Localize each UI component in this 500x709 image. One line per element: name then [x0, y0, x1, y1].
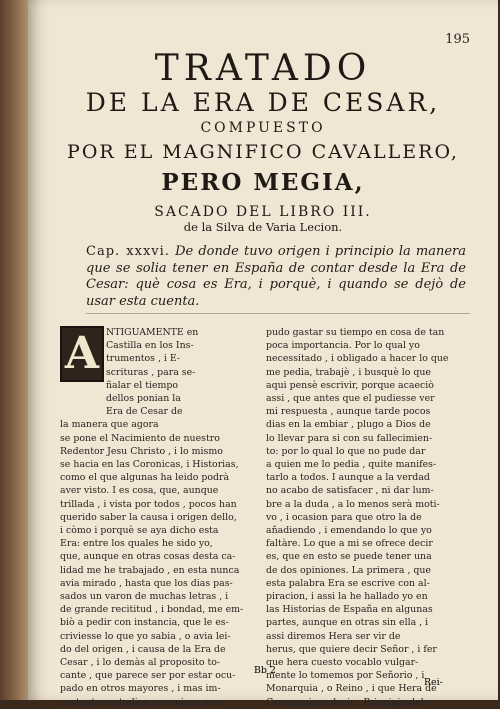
title-line-3: COMPUESTO — [200, 120, 326, 136]
text-line: me pedia, trabajè , i busquè lo que — [266, 366, 431, 378]
text-line: que hera cuesto vocablo vulgar- — [266, 657, 419, 669]
text-line: trillada , i vista por todos , pocos han — [60, 498, 237, 510]
text-line: que, aunque en otras cosas desta ca- — [60, 551, 236, 563]
text-line: poca importancia. Por lo qual yo — [266, 340, 420, 352]
text-line: i còmo i porquè se aya dicho esta — [60, 525, 219, 537]
text-line: aver visto. I es cosa, que, aunque — [60, 485, 219, 497]
text-line: cante , que parece ser por estar ocu- — [60, 670, 236, 682]
right-text-column — [266, 326, 456, 709]
chapter-heading — [86, 244, 466, 310]
text-line: pudo gastar su tiempo en cosa de tan — [266, 327, 445, 338]
text-line: avia mirado , hasta que los dias pas- — [60, 577, 233, 589]
text-line: do del origen , i causa de la Era de — [60, 643, 226, 655]
text-line: lidad me he trabajado , en esta nunca — [60, 564, 240, 576]
text-line: no acabo de satisfacer , ni dar lum- — [266, 485, 434, 497]
text-line: dellos ponian la — [106, 393, 181, 405]
text-line: sados un varon de muchas letras , i — [60, 591, 229, 603]
text-line: mi respuesta , aunque tarde pocos — [266, 406, 431, 418]
text-line: Cesar quiera decir , Principio del — [266, 696, 424, 708]
text-line: scrituras , para se- — [106, 366, 196, 378]
text-line: esta palabra Era se escrive con al- — [266, 577, 430, 589]
text-line: assi diremos Hera ser vir de — [266, 630, 401, 642]
title-line-2: DE LA ERA DE CESAR, — [85, 88, 441, 117]
page-number: 195 — [445, 32, 470, 47]
signature-mark: Bb 2 — [254, 665, 276, 676]
text-line: como el que algunas ha leido podrà — [60, 472, 230, 484]
text-line: faltàre. Lo que a mi se ofrece decir — [266, 538, 433, 550]
text-line: Cesar , i lo demàs al proposito to- — [60, 657, 221, 669]
divider — [86, 313, 470, 314]
text-line: partes, aunque en otras sin ella , i — [266, 617, 429, 629]
title-line-5: PERO MEGIA, — [161, 169, 365, 196]
catchword: Rei- — [424, 677, 443, 688]
text-line: trumentos , i E- — [106, 353, 181, 365]
text-line: Monarquia , o Reino , i que Hera de — [266, 683, 437, 695]
text-line: a quien me lo pedia , quite manifes- — [266, 459, 437, 471]
left-text-column — [60, 326, 250, 709]
text-line: herus, que quiere decir Señor , i fer — [266, 643, 437, 655]
text-line: se hacia en las Coronicas, i Historias, — [60, 459, 239, 471]
text-line: to: por lo qual lo que no pude dar — [266, 445, 426, 457]
text-line: las Historias de España en algunas — [266, 604, 433, 616]
title-line-6: SACADO DEL LIBRO III. — [154, 204, 372, 220]
text-line: Redentor Jesu Christo , i lo mismo — [60, 445, 223, 457]
text-line: NTIGUAMENTE en — [106, 327, 199, 338]
text-line: lo llevar para si con su fallecimien- — [266, 432, 433, 444]
text-line: necessitado , i obligado a hacer lo que — [266, 353, 449, 365]
text-line: portantes estudios, no quiso , o no — [60, 696, 224, 708]
text-line: assi , que antes que el pudiesse ver — [266, 393, 435, 405]
text-line: piracion, i assi la he hallado yo en — [266, 591, 428, 603]
text-line: querido saber la causa i origen dello, — [60, 511, 237, 523]
text-line: mente lo tomemos por Señorio , i — [266, 670, 425, 682]
chapter-label: Cap. xxxvi. — [86, 244, 170, 259]
text-line: tarlo a todos. I aunque a la verdad — [266, 472, 430, 484]
text-line: vo , i ocasion para que otro la de — [266, 511, 422, 523]
text-line: criviesse lo que yo sabia , o avia lei- — [60, 630, 231, 642]
text-line: Era: entre los quales he sido yo, — [60, 538, 213, 550]
text-line: pado en otros mayores , i mas im- — [60, 683, 221, 695]
text-line: aqui pensè escrivir, porque acaeciò — [266, 379, 434, 391]
text-line: ñalar el tiempo — [106, 379, 179, 391]
title-line-1: TRATADO — [154, 48, 372, 89]
title-line-4: POR EL MAGNIFICO CAVALLERO, — [67, 141, 459, 163]
text-line: de grande recititud , i bondad, me em- — [60, 604, 244, 616]
text-line: añadiendo , i emendando lo que yo — [266, 525, 432, 537]
text-line: la manera que agora — [60, 419, 159, 431]
text-line: se pone el Nacimiento de nuestro — [60, 432, 220, 444]
drop-cap-letter: A — [64, 328, 100, 379]
text-line: es, que en esto se puede tener una — [266, 551, 432, 563]
title-line-7: de la Silva de Varia Lecion. — [183, 220, 343, 234]
text-line: de dos opiniones. La primera , que — [266, 564, 431, 576]
text-line: Castilla en los Ins- — [106, 340, 194, 352]
text-line: biò a pedir con instancia, que le es- — [60, 617, 229, 629]
chapter-title: De donde tuvo origen i principio la manera que se solia tener en España de contar desde la Era de Cesar: què cosa es Era, i porquè, i quando se dejò de usar esta cuenta. — [86, 244, 466, 309]
text-line: dias en la embiar , plugo a Dios de — [266, 419, 431, 431]
text-line: Era de Cesar de — [106, 406, 183, 418]
text-line: bre a la duda , a lo menos serà moti- — [266, 498, 440, 510]
